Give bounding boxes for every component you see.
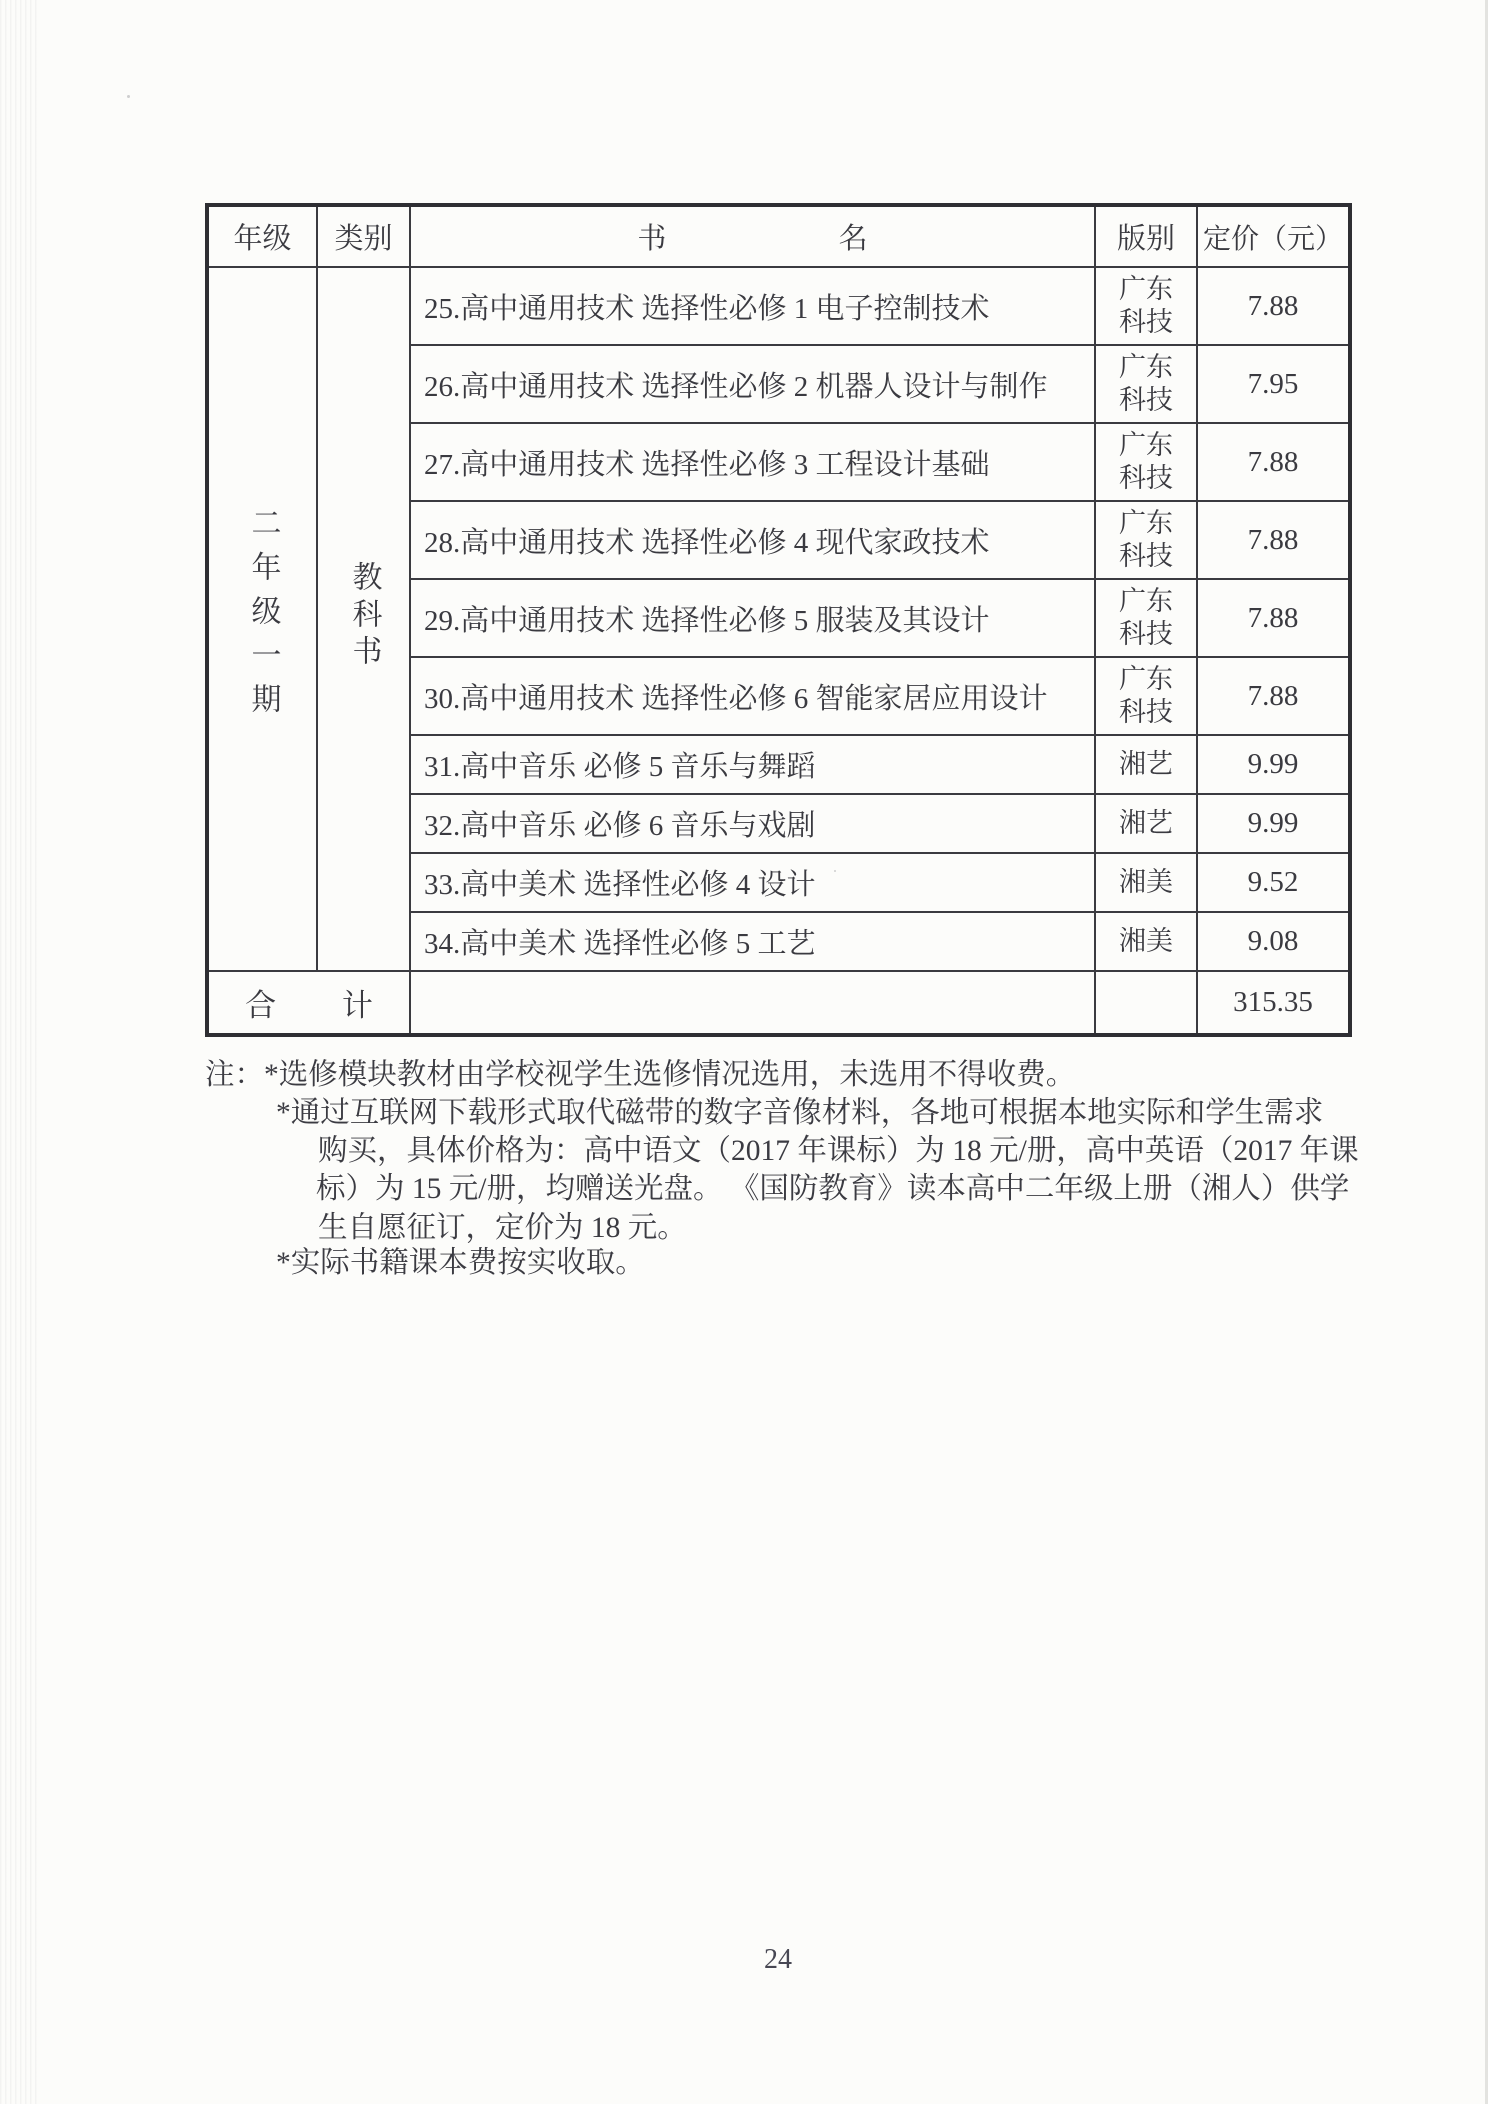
price: 7.88 [1197, 267, 1350, 345]
textbook-price-table [205, 203, 1352, 1037]
price: 7.95 [1197, 345, 1350, 423]
category-group-cell [317, 267, 410, 971]
publisher: 广东科技 [1095, 657, 1197, 735]
price: 9.99 [1197, 794, 1350, 853]
price: 9.99 [1197, 735, 1350, 794]
publisher: 湘艺 [1095, 794, 1197, 853]
header-grade: 年级 [207, 205, 317, 267]
book-name: 25.高中通用技术 选择性必修 1 电子控制技术 [410, 267, 1095, 345]
header-price: 定价（元） [1197, 205, 1350, 267]
header-book-name: 书 名 [410, 205, 1095, 267]
table-row [207, 267, 1350, 345]
price: 7.88 [1197, 579, 1350, 657]
book-name: 28.高中通用技术 选择性必修 4 现代家政技术 [410, 501, 1095, 579]
total-edition-empty-cell [1095, 971, 1197, 1035]
price: 9.08 [1197, 912, 1350, 971]
header-category: 类别 [317, 205, 410, 267]
book-name: 31.高中音乐 必修 5 音乐与舞蹈 [410, 735, 1095, 794]
scan-noise-left [0, 0, 38, 2104]
price: 7.88 [1197, 423, 1350, 501]
publisher: 广东科技 [1095, 579, 1197, 657]
note-line: 标）为 15 元/册，均赠送光盘。 《国防教育》读本高中二年级上册（湘人）供学 [316, 1173, 1350, 1205]
table-header-row [207, 205, 1350, 267]
publisher: 广东科技 [1095, 345, 1197, 423]
total-row [207, 971, 1350, 1035]
book-name: 34.高中美术 选择性必修 5 工艺 [410, 912, 1095, 971]
book-name: 33.高中美术 选择性必修 4 设计 [410, 853, 1095, 912]
price: 7.88 [1197, 657, 1350, 735]
header-edition: 版别 [1095, 205, 1197, 267]
publisher: 湘美 [1095, 912, 1197, 971]
book-name: 32.高中音乐 必修 6 音乐与戏剧 [410, 794, 1095, 853]
category-group-label: 教科书 [347, 561, 381, 672]
book-name: 26.高中通用技术 选择性必修 2 机器人设计与制作 [410, 345, 1095, 423]
book-name: 30.高中通用技术 选择性必修 6 智能家居应用设计 [410, 657, 1095, 735]
publisher: 湘艺 [1095, 735, 1197, 794]
total-bookname-empty-cell [410, 971, 1095, 1035]
note-line: 购买，具体价格为：高中语文（2017 年课标）为 18 元/册，高中英语（2017 年课 [318, 1135, 1359, 1167]
publisher: 广东科技 [1095, 267, 1197, 345]
note-line: *通过互联网下载形式取代磁带的数字音像材料，各地可根据本地实际和学生需求 [276, 1097, 1324, 1129]
grade-group-label: 二年级一期 [246, 506, 280, 727]
total-label: 合 计 [207, 971, 410, 1035]
publisher: 广东科技 [1095, 423, 1197, 501]
book-name: 27.高中通用技术 选择性必修 3 工程设计基础 [410, 423, 1095, 501]
page-number: 24 [764, 1944, 792, 1975]
grade-group-cell [207, 267, 317, 971]
scan-speck [127, 95, 130, 98]
publisher: 湘美 [1095, 853, 1197, 912]
note-line: *实际书籍课本费按实收取。 [276, 1247, 645, 1279]
price: 7.88 [1197, 501, 1350, 579]
publisher: 广东科技 [1095, 501, 1197, 579]
price: 9.52 [1197, 853, 1350, 912]
total-price: 315.35 [1197, 971, 1350, 1035]
book-name: 29.高中通用技术 选择性必修 5 服装及其设计 [410, 579, 1095, 657]
note-line: 注：*选修模块教材由学校视学生选修情况选用，未选用不得收费。 [205, 1059, 1076, 1091]
note-line: 生自愿征订，定价为 18 元。 [318, 1212, 687, 1244]
